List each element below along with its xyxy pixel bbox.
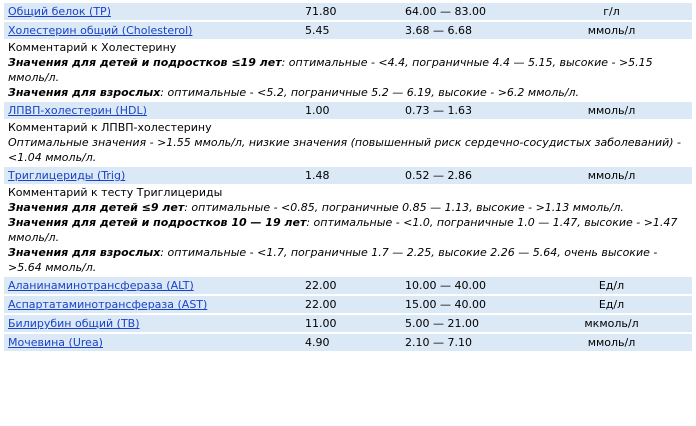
table-row [4, 167, 692, 184]
test-link-alt[interactable]: Аланинаминотрансфераза (ALT) [8, 279, 194, 292]
result-value: 5.45 [305, 24, 330, 37]
comment-label: Значения для взрослых [8, 246, 161, 259]
test-link-total-protein[interactable]: Общий белок (TP) [8, 5, 111, 18]
table-row [4, 296, 692, 313]
comment-line [8, 200, 688, 215]
reference-range: 0.73 — 1.63 [405, 104, 472, 117]
table-row [4, 277, 692, 294]
table-row [4, 334, 692, 351]
reference-range: 2.10 — 7.10 [405, 336, 472, 349]
comment-line [8, 55, 688, 85]
reference-range: 64.00 — 83.00 [405, 5, 486, 18]
unit: мкмоль/л [584, 317, 639, 330]
comment-text: : оптимальные - <1.0, пограничные 1.0 — 1.47, высокие - >1.47 ммоль/л. [8, 216, 678, 244]
result-value: 22.00 [305, 279, 337, 292]
comment-trig [4, 184, 692, 275]
reference-range: 5.00 — 21.00 [405, 317, 479, 330]
result-value: 22.00 [305, 298, 337, 311]
test-link-hdl[interactable]: ЛПВП-холестерин (HDL) [8, 104, 147, 117]
table-row [4, 315, 692, 332]
comment-text: Оптимальные значения - >1.55 ммоль/л, низкие значения (повышенный риск сердечно-сосудистых заболеваний) - <1.04 ммоль/л. [8, 136, 682, 164]
comment-cholesterol [4, 39, 692, 100]
comment-text: : оптимальные - <0.85, пограничные 0.85 — 1.13, высокие - >1.13 ммоль/л. [184, 201, 624, 214]
lab-results [0, 3, 696, 426]
result-value: 1.00 [305, 104, 330, 117]
reference-range: 0.52 — 2.86 [405, 169, 472, 182]
test-link-urea[interactable]: Мочевина (Urea) [8, 336, 103, 349]
reference-range: 15.00 — 40.00 [405, 298, 486, 311]
result-value: 1.48 [305, 169, 330, 182]
test-link-trig[interactable]: Триглицериды (Trig) [8, 169, 126, 182]
result-value: 71.80 [305, 5, 337, 18]
comment-label: Значения для детей и подростков 10 — 19 лет [8, 216, 307, 229]
comment-text: : оптимальные - <5.2, пограничные 5.2 — 6.19, высокие - >6.2 ммоль/л. [160, 86, 579, 99]
comment-line [8, 215, 688, 245]
comment-title: Комментарий к тесту Триглицериды [8, 186, 223, 199]
unit: ммоль/л [587, 169, 636, 182]
result-value: 4.90 [305, 336, 330, 349]
comment-text: : оптимальные - <1.7, пограничные 1.7 — 2.25, высокие 2.26 — 5.64, очень высокие - >5.64 ммоль/л. [8, 246, 658, 274]
comment-label: Значения для детей и подростков ≤19 лет [8, 56, 282, 69]
comment-label: Значения для взрослых [8, 86, 161, 99]
table-row [4, 102, 692, 119]
unit: ммоль/л [587, 24, 636, 37]
comment-hdl [4, 119, 692, 165]
comment-text: : оптимальные - <4.4, пограничные 4.4 — 5.15, высокие - >5.15 ммоль/л. [8, 56, 653, 84]
comment-line [8, 245, 688, 275]
reference-range: 3.68 — 6.68 [405, 24, 472, 37]
table-row [4, 22, 692, 39]
test-link-ast[interactable]: Аспартатаминотрансфераза (AST) [8, 298, 208, 311]
comment-title: Комментарий к Холестерину [8, 41, 177, 54]
test-link-cholesterol[interactable]: Холестерин общий (Cholesterol) [8, 24, 193, 37]
table-row [4, 3, 692, 20]
unit: ммоль/л [587, 104, 636, 117]
unit: Ед/л [598, 279, 625, 292]
comment-line [8, 85, 688, 100]
result-value: 11.00 [305, 317, 337, 330]
reference-range: 10.00 — 40.00 [405, 279, 486, 292]
unit: ммоль/л [587, 336, 636, 349]
unit: г/л [603, 5, 620, 18]
unit: Ед/л [598, 298, 625, 311]
comment-label: Значения для детей ≤9 лет [8, 201, 185, 214]
test-link-bilirubin[interactable]: Билирубин общий (TB) [8, 317, 140, 330]
comment-title: Комментарий к ЛПВП-холестерину [8, 121, 212, 134]
